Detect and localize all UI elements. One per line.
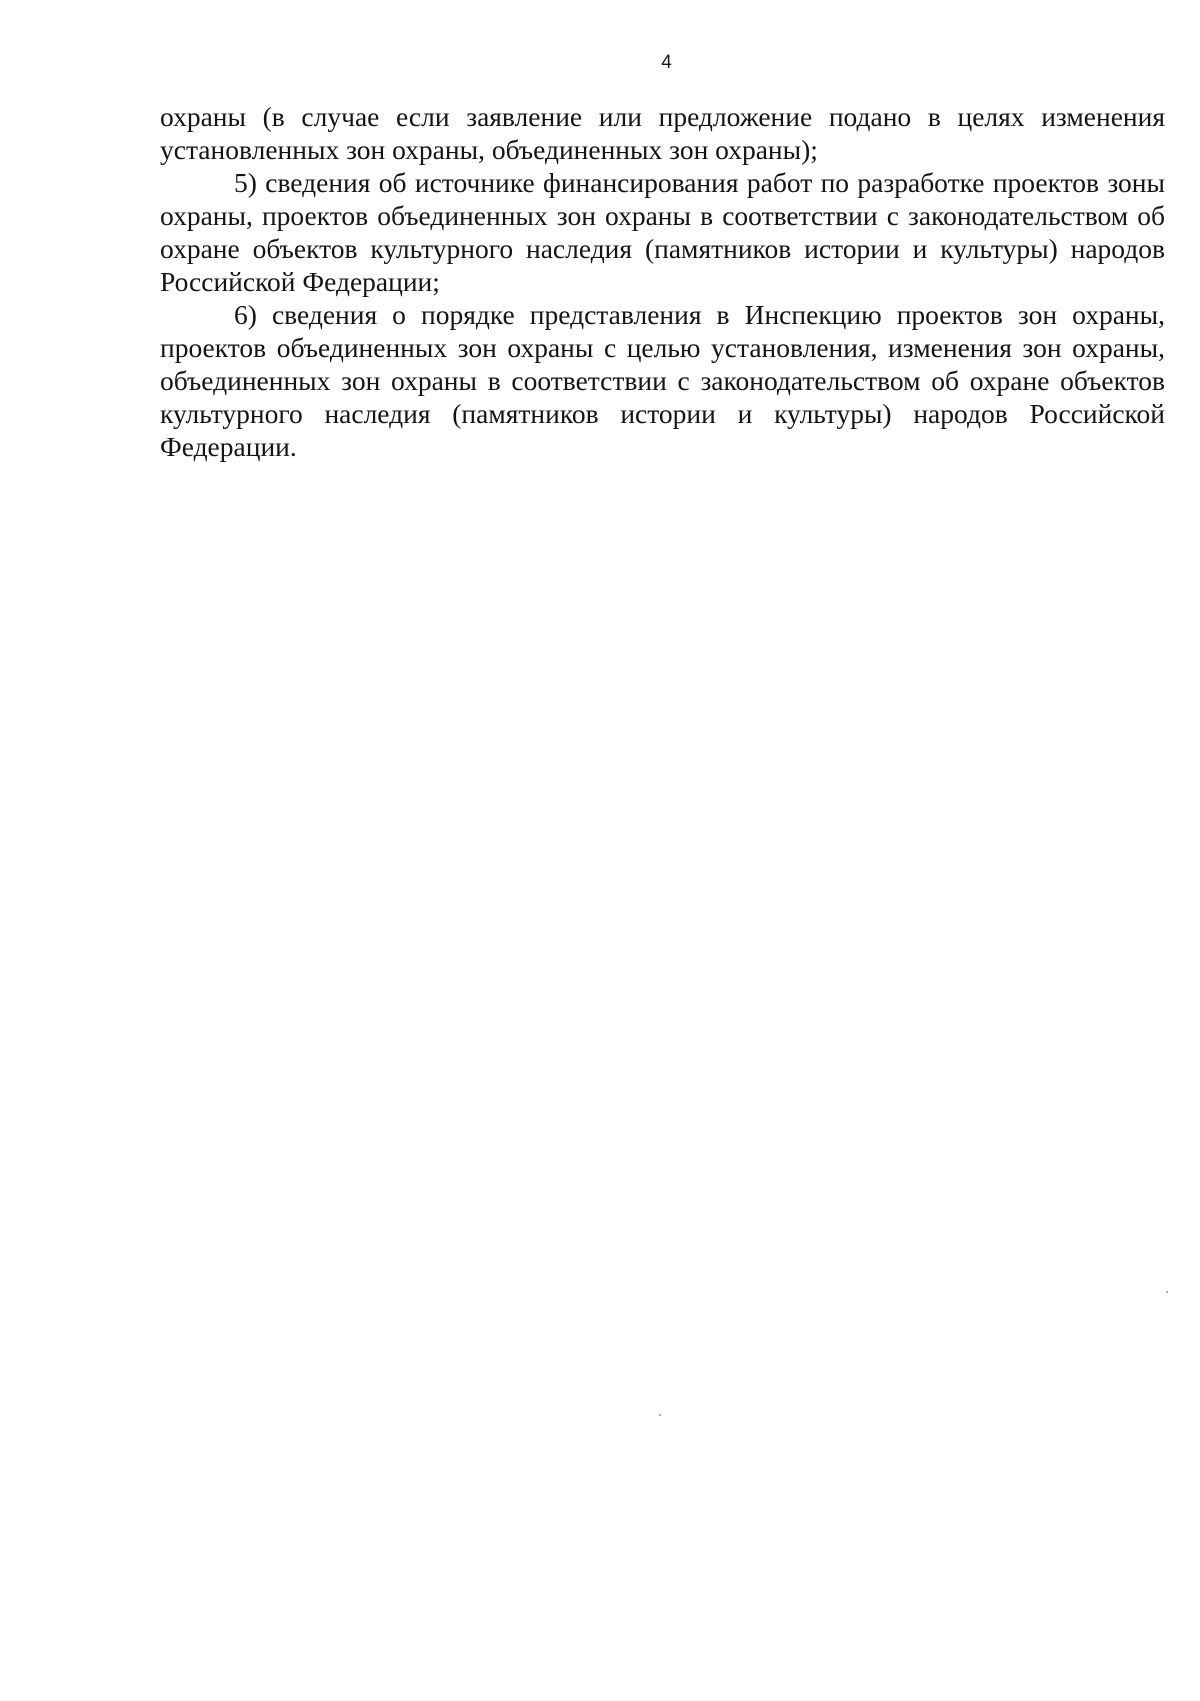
page-number: 4 [661,52,672,73]
paragraph-item-6: 6) сведения о порядке представления в Инспекцию проектов зон охраны, проектов объединенных зон охраны с целью установления, изменения зон охраны, объединенных зон охраны в соответствии с законодательством об охране объектов культурного наследия (памятников истории и культуры) народов Российской Федерации. [160,299,1165,462]
document-body [160,100,1165,463]
scan-speck [1166,1291,1168,1293]
paragraph-item-5: 5) сведения об источнике финансирования работ по разработке проектов зоны охраны, проектов объединенных зон охраны в соответствии с законодательством об охране объектов культурного наследия (памятников истории и культуры) народов Российской Федерации; [160,167,1165,297]
scan-speck [659,1414,661,1416]
paragraph-continuation: охраны (в случае если заявление или предложение подано в целях изменения установленных зон охраны, объединенных зон охраны); [160,101,1165,165]
